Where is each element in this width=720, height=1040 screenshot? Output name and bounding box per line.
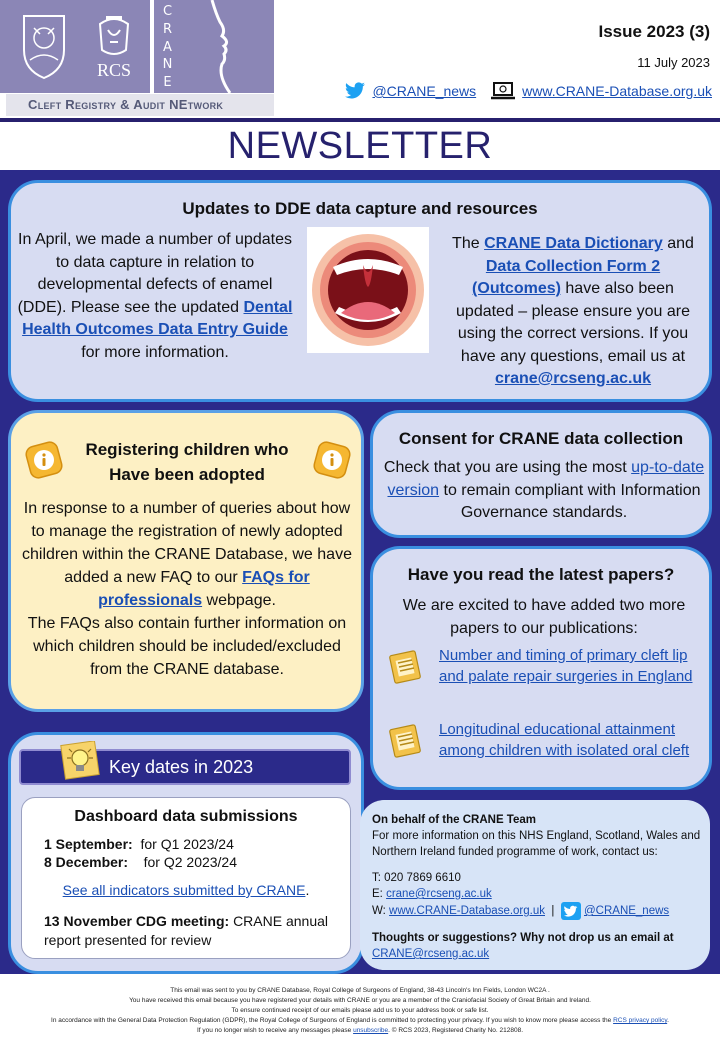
mouth-illustration xyxy=(307,227,429,353)
contact-email-link[interactable]: crane@rcseng.ac.uk xyxy=(386,888,492,900)
header xyxy=(0,0,720,118)
data-dictionary-link[interactable]: CRANE Data Dictionary xyxy=(484,235,663,252)
email-label: E: xyxy=(372,888,383,900)
crane-letter: N xyxy=(162,57,174,73)
issue-number: Issue 2023 (3) xyxy=(598,22,710,41)
newsletter-body xyxy=(0,170,720,974)
title-bar xyxy=(0,122,720,170)
contact-info: For more information on this NHS England, Scotland, Wales and Northern Ireland funded programme of work, contact us: xyxy=(372,830,701,858)
footer-line xyxy=(0,1026,720,1036)
dde-updates-card xyxy=(8,180,712,402)
dde-right-pre: The xyxy=(452,235,480,252)
social-links xyxy=(344,82,712,100)
pipe-separator: | xyxy=(551,905,555,917)
crane-letter: C xyxy=(162,4,174,19)
twitter-icon xyxy=(344,82,366,100)
adoption-title-line2: Have been adopted xyxy=(109,465,265,484)
papers-intro: We are excited to have added two more papers to our publications: xyxy=(402,597,686,637)
consent-body xyxy=(379,457,709,525)
thoughts-line: Thoughts or suggestions? Why not drop us an email at xyxy=(372,932,674,944)
lightbulb-icon xyxy=(57,741,103,785)
footer xyxy=(0,976,720,1040)
adoption-body xyxy=(17,497,357,681)
rcs-logo xyxy=(86,10,142,82)
papers-title: Have you read the latest papers? xyxy=(407,565,675,584)
paper-item xyxy=(387,645,703,687)
laptop-icon xyxy=(490,82,516,100)
unsubscribe-link[interactable]: unsubscribe xyxy=(353,1027,389,1034)
crane-logo xyxy=(0,0,274,93)
indicators-link[interactable]: See all indicators submitted by CRANE xyxy=(62,882,306,898)
dde-left-text xyxy=(17,229,293,364)
paper-item xyxy=(387,719,703,761)
web-label: W: xyxy=(372,905,386,917)
key-dates-header xyxy=(19,749,351,785)
date-line xyxy=(44,836,234,852)
adoption-body-post: webpage. xyxy=(206,592,276,609)
paper-link-repair-surgeries[interactable]: Number and timing of primary cleft lip and palate repair surgeries in England xyxy=(439,647,693,685)
footer-copyright: . © RCS 2023, Registered Charity No. 212808. xyxy=(388,1027,523,1034)
network-name: Cleft Registry & Audit NEtwork xyxy=(6,94,274,116)
crane-vertical-text xyxy=(154,4,182,90)
adoption-body-2: The FAQs also contain further information on which children should be included/excluded from the CRANE database. xyxy=(27,615,347,678)
website-link[interactable]: www.CRANE-Database.org.uk xyxy=(522,83,712,99)
contact-website-link[interactable]: www.CRANE-Database.org.uk xyxy=(389,905,545,917)
document-icon xyxy=(387,649,423,685)
date-text: for Q2 2023/24 xyxy=(143,854,238,870)
dde-left-body: In April, we made a number of updates to data capture in relation to developmental defects of enamel (DDE). Please see the updated xyxy=(17,231,292,316)
issue-date: 11 July 2023 xyxy=(637,55,710,70)
cdg-label: 13 November CDG meeting: xyxy=(44,913,230,929)
contact-web-line xyxy=(372,902,702,920)
face-profile-icon xyxy=(182,0,274,93)
contact-tel: T: 020 7869 6610 xyxy=(372,872,461,884)
footer-unsub-text: If you no longer wish to receive any messages please xyxy=(196,1027,352,1034)
contact-box xyxy=(360,800,710,970)
consent-title: Consent for CRANE data collection xyxy=(398,429,684,448)
dental-health-guide-link[interactable]: Dental Health Outcomes Data Entry Guide xyxy=(22,298,293,338)
date-text: for Q1 2023/24 xyxy=(140,836,234,852)
adoption-card xyxy=(8,410,364,712)
privacy-policy-link[interactable]: RCS privacy policy xyxy=(613,1017,668,1024)
twitter-link[interactable]: @CRANE_news xyxy=(372,83,477,99)
contact-email-line xyxy=(372,886,702,902)
footer-gdpr-text: In accordance with the General Data Protection Regulation (GDPR), the Royal College of Surgeons of England is committed to protecting your privacy. If you wish to know more please access the xyxy=(51,1017,612,1024)
contact-twitter-link[interactable]: @CRANE_news xyxy=(583,905,670,917)
adoption-title xyxy=(67,437,307,487)
cdg-meeting-line xyxy=(44,912,344,950)
thoughts-email-link[interactable]: CRANE@rcseng.ac.uk xyxy=(372,948,490,960)
up-to-date-version-link[interactable]: up-to-date version xyxy=(387,459,705,499)
info-icon xyxy=(23,439,65,481)
crane-letter: A xyxy=(163,39,173,55)
data-collection-form-link[interactable]: Data Collection Form 2 (Outcomes) xyxy=(472,257,661,297)
footer-line: You have received this email because you have registered your details with CRANE or you are a member of the Craniofacial Society of Great Britain and Ireland. xyxy=(129,997,591,1004)
faqs-link[interactable]: FAQs for professionals xyxy=(98,569,310,609)
date-label: 8 December: xyxy=(44,854,129,870)
cdg-text: CRANE annual report presented for review xyxy=(44,913,328,948)
twitter-icon xyxy=(561,902,581,920)
crane-letter: R xyxy=(162,21,174,37)
dde-right-and: and xyxy=(667,235,694,252)
crane-email-link[interactable]: crane@rcseng.ac.uk xyxy=(494,370,652,387)
papers-card xyxy=(370,546,712,790)
contact-body xyxy=(372,812,702,962)
rcs-crest-icon xyxy=(86,10,142,60)
paper-link-educational-attainment[interactable]: Longitudinal educational attainment among children with isolated oral cleft xyxy=(439,721,690,759)
key-dates-title: Key dates in 2023 xyxy=(109,757,254,777)
dde-right-text xyxy=(441,233,705,391)
consent-post: to remain compliant with Information Governance standards. xyxy=(443,481,701,521)
info-icon xyxy=(311,439,353,481)
footer-line: To ensure continued receipt of our emails please add us to your address book or safe list. xyxy=(231,1007,489,1014)
crane-letter: E xyxy=(163,75,173,90)
adoption-body-pre: In response to a number of queries about how to manage the registration of newly adopted children within the CRANE Database, we have added a new FAQ to our xyxy=(22,500,352,586)
document-icon xyxy=(387,723,423,759)
consent-pre: Check that you are using the most xyxy=(383,459,627,476)
footer-line xyxy=(0,1016,720,1026)
dashboard-box xyxy=(21,797,351,959)
adoption-title-line1: Registering children who xyxy=(85,440,289,459)
craniofacial-society-seal-icon xyxy=(16,10,72,82)
newsletter-title: NEWSLETTER xyxy=(227,125,493,167)
footer-gdpr-tail: . xyxy=(667,1017,669,1024)
indicators-tail: . xyxy=(305,882,310,898)
indicators-line xyxy=(22,882,350,898)
consent-card xyxy=(370,410,712,538)
key-dates-card xyxy=(8,732,364,974)
dde-right-body: have also been updated – please ensure you are using the correct versions. If you have any questions, email us at xyxy=(456,280,690,365)
footer-line: This email was sent to you by CRANE Database, Royal College of Surgeons of England, 38-43 Lincoln's Inn Fields, London WC2A . xyxy=(170,987,550,994)
dde-title: Updates to DDE data capture and resources xyxy=(182,199,538,218)
dashboard-title: Dashboard data submissions xyxy=(74,808,298,825)
behalf-line: On behalf of the CRANE Team xyxy=(372,814,536,826)
date-line xyxy=(44,854,237,870)
date-label: 1 September: xyxy=(44,836,133,852)
rcs-label: RCS xyxy=(96,60,132,80)
dde-left-tail: for more information. xyxy=(81,343,229,361)
